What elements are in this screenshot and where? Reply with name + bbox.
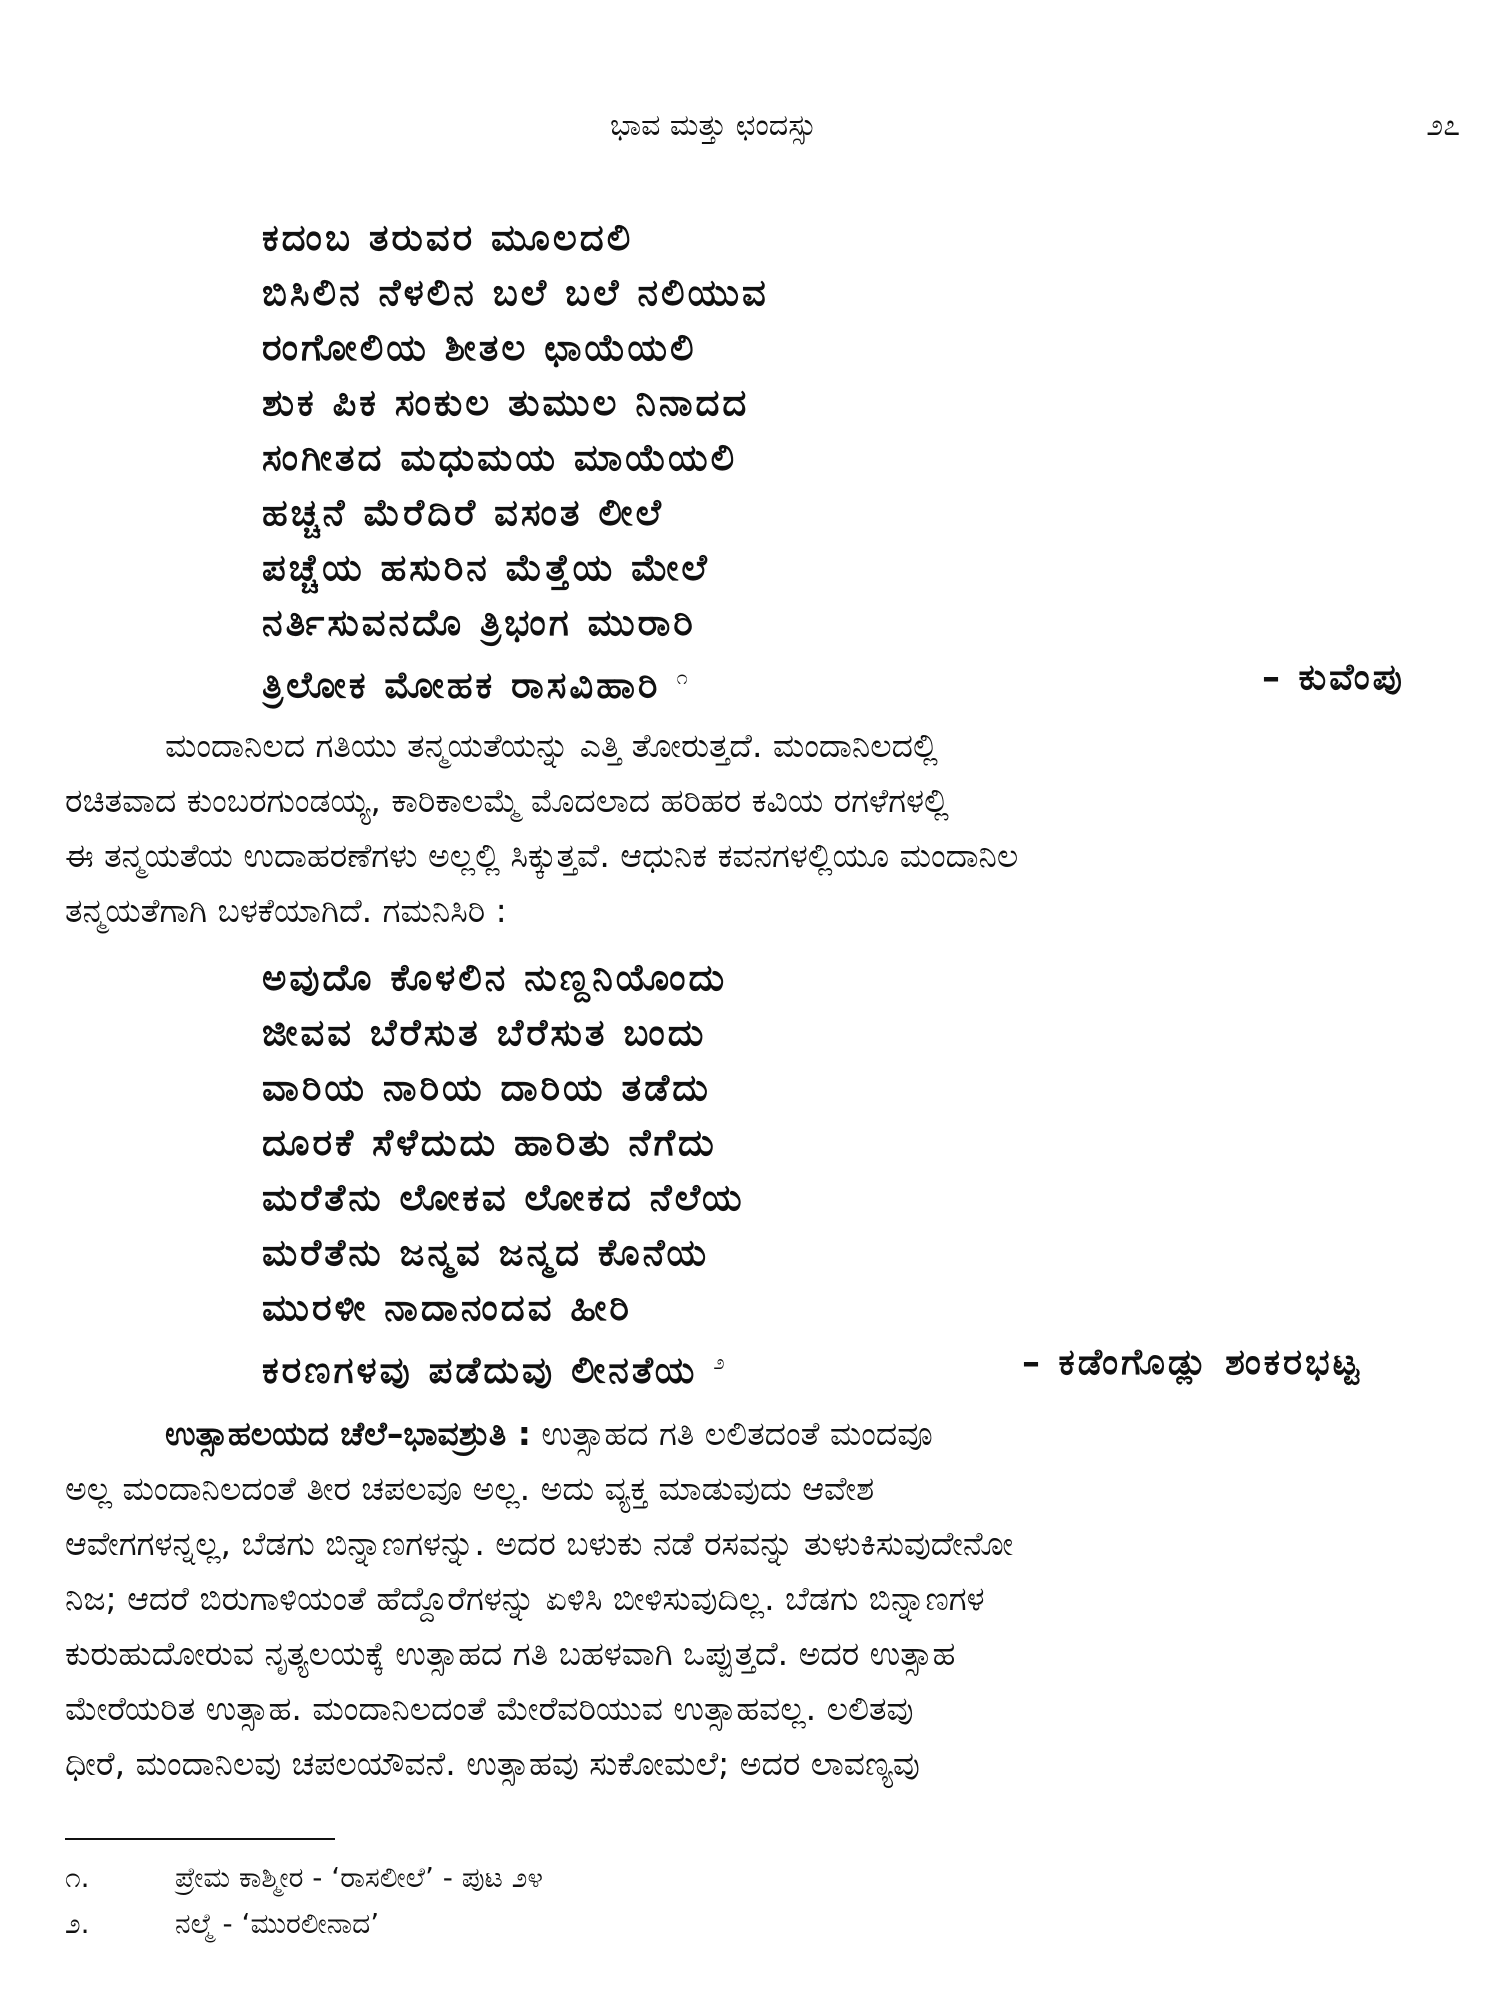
paragraph-line: ಕುರುಹುದೋರುವ ನೃತ್ಯಲಯಕ್ಕೆ ಉತ್ಸಾಹದ ಗತಿ ಬಹಳವಾಗಿ ಒಪ್ಪುತ್ತದೆ. ಅದರ ಉತ್ಸಾಹ (65, 1634, 956, 1673)
paragraph-tanmayate (65, 718, 1465, 943)
paragraph-line: ಈ ತನ್ಮಯತೆಯ ಉದಾಹರಣೆಗಳು ಅಲ್ಲಲ್ಲಿ ಸಿಕ್ಕುತ್ತವೆ. ಆಧುನಿಕ ಕವನಗಳಲ್ಲಿಯೂ ಮಂದಾನಿಲ (65, 836, 1019, 875)
footnote-mark: ೨ (713, 1350, 728, 1374)
paragraph-utsaha (65, 1406, 1465, 1851)
section-run-in-heading: ಉತ್ಸಾಹಲಯದ ಚೆಲೆ–ಭಾವಶ್ರುತಿ : (165, 1414, 531, 1453)
verse-line: ಮರೆತೆನು ಲೋಕವ ಲೋಕದ ನೆಲೆಯ (262, 1176, 745, 1219)
verse-line: ಬಿಸಿಲಿನ ನೆಳಲಿನ ಬಲೆ ಬಲೆ ನಲಿಯುವ (262, 271, 769, 314)
verse-line: ರಂಗೋಲಿಯ ಶೀತಲ ಛಾಯೆಯಲಿ (262, 326, 697, 369)
paragraph-line: ನಿಜ; ಆದರೆ ಬಿರುಗಾಳಿಯಂತೆ ಹೆದ್ದೊರೆಗಳನ್ನು ಏಳಿಸಿ ಬೀಳಿಸುವುದಿಲ್ಲ. ಬೆಡಗು ಬಿನ್ನಾಣಗಳ (65, 1579, 985, 1618)
paragraph-line: ಮೇರೆಯರಿತ ಉತ್ಸಾಹ. ಮಂದಾನಿಲದಂತೆ ಮೇರೆವರಿಯುವ ಉತ್ಸಾಹವಲ್ಲ. ಲಲಿತವು (65, 1689, 914, 1728)
footnote-divider (65, 1838, 335, 1840)
running-title: ಭಾವ ಮತ್ತು ಛಂದಸ್ಸು (610, 108, 817, 143)
verse-line-last (262, 650, 1405, 707)
verse-line: ವಾರಿಯ ನಾರಿಯ ದಾರಿಯ ತಡೆದು (262, 1066, 711, 1109)
footnote-mark: ೧ (676, 665, 691, 689)
footnote-item (65, 1855, 543, 1901)
paragraph-line: ಮಂದಾನಿಲದ ಗತಿಯು ತನ್ಮಯತೆಯನ್ನು ಎತ್ತಿ ತೋರುತ್ತದೆ. ಮಂದಾನಿಲದಲ್ಲಿ (165, 726, 938, 765)
verse-line-last (262, 1335, 1362, 1392)
verse-line: ಜೀವವ ಬೆರೆಸುತ ಬೆರೆಸುತ ಬಂದು (262, 1011, 707, 1054)
page-number: ೨೭ (1426, 108, 1460, 143)
footnote-item (65, 1901, 543, 1947)
verse-line: ಶುಕ ಪಿಕ ಸಂಕುಲ ತುಮುಲ ನಿನಾದದ (262, 381, 750, 424)
running-head (0, 108, 1500, 148)
verse-line: ನರ್ತಿಸುವನದೊ ತ್ರಿಭಂಗ ಮುರಾರಿ (262, 601, 696, 644)
verse-line: ಹಚ್ಚನೆ ಮೆರೆದಿರೆ ವಸಂತ ಲೀಲೆ (262, 491, 665, 534)
paragraph-line: ತನ್ಮಯತೆಗಾಗಿ ಬಳಕೆಯಾಗಿದೆ. ಗಮನಿಸಿರಿ : (65, 891, 507, 930)
paragraph-line: ಧೀರೆ, ಮಂದಾನಿಲವು ಚಪಲಯೌವನೆ. ಉತ್ಸಾಹವು ಸುಕೋಮಲೆ; ಅದರ ಲಾವಣ್ಯವು (65, 1744, 920, 1783)
verse-line: ಪಚ್ಚೆಯ ಹಸುರಿನ ಮೆತ್ತೆಯ ಮೇಲೆ (262, 546, 710, 589)
footnotes (65, 1855, 543, 1947)
verse-line: ಮರೆತೆನು ಜನ್ಮವ ಜನ್ಮದ ಕೊನೆಯ (262, 1231, 710, 1274)
poem-kadengodlu (262, 950, 1362, 1392)
paragraph-line: ಅಲ್ಲ ಮಂದಾನಿಲದಂತೆ ತೀರ ಚಪಲವೂ ಅಲ್ಲ. ಅದು ವ್ಯಕ್ತ ಮಾಡುವುದು ಆವೇಶ (65, 1469, 875, 1508)
verse-text: ತ್ರಿಲೋಕ ಮೋಹಕ ರಾಸವಿಹಾರಿ (262, 663, 661, 707)
poem-attribution: – ಕಡೆಂಗೊಡ್ಲು ಶಂಕರಭಟ್ಟ (1022, 1342, 1362, 1383)
footnote-text: ನಲ್ಮೆ - ‘ಮುರಲೀನಾದ’ (175, 1907, 380, 1940)
paragraph-line: ರಚಿತವಾದ ಕುಂಬರಗುಂಡಯ್ಯ, ಕಾರಿಕಾಲಮ್ಮೆ ಮೊದಲಾದ ಹರಿಹರ ಕವಿಯ ರಗಳೆಗಳಲ್ಲಿ (65, 781, 949, 820)
paragraph-text: ಉತ್ಸಾಹದ ಗತಿ ಲಲಿತದಂತೆ ಮಂದವೂ (530, 1414, 933, 1453)
verse-line: ಅವುದೊ ಕೊಳಲಿನ ನುಣ್ದನಿಯೊಂದು (262, 956, 728, 999)
verse-line: ಕದಂಬ ತರುವರ ಮೂಲದಲಿ (262, 216, 634, 259)
verse-line: ಮುರಳೀ ನಾದಾನಂದವ ಹೀರಿ (262, 1286, 632, 1329)
poem-kuvempu (262, 210, 1405, 707)
verse-line: ಸಂಗೀತದ ಮಧುಮಯ ಮಾಯೆಯಲಿ (262, 436, 738, 479)
poem-attribution: – ಕುವೆಂಪು (1262, 657, 1405, 698)
footnote-text: ಪ್ರೇಮ ಕಾಶ್ಮೀರ - ‘ರಾಸಲೀಲೆ’ - ಪುಟ ೨೪ (175, 1861, 544, 1894)
footnote-number: ೨. (65, 1907, 90, 1940)
paragraph-line: ಆವೇಗಗಳನ್ನಲ್ಲ, ಬೆಡಗು ಬಿನ್ನಾಣಗಳನ್ನು. ಅದರ ಬಳುಕು ನಡೆ ರಸವನ್ನು ತುಳುಕಿಸುವುದೇನೋ (65, 1524, 1014, 1563)
verse-line: ದೂರಕೆ ಸೆಳೆದುದು ಹಾರಿತು ನೆಗೆದು (262, 1121, 717, 1164)
paragraph-first-line (65, 1406, 1465, 1461)
verse-text: ಕರಣಗಳವು ಪಡೆದುವು ಲೀನತೆಯ (262, 1348, 698, 1392)
footnote-number: ೧. (65, 1861, 90, 1894)
